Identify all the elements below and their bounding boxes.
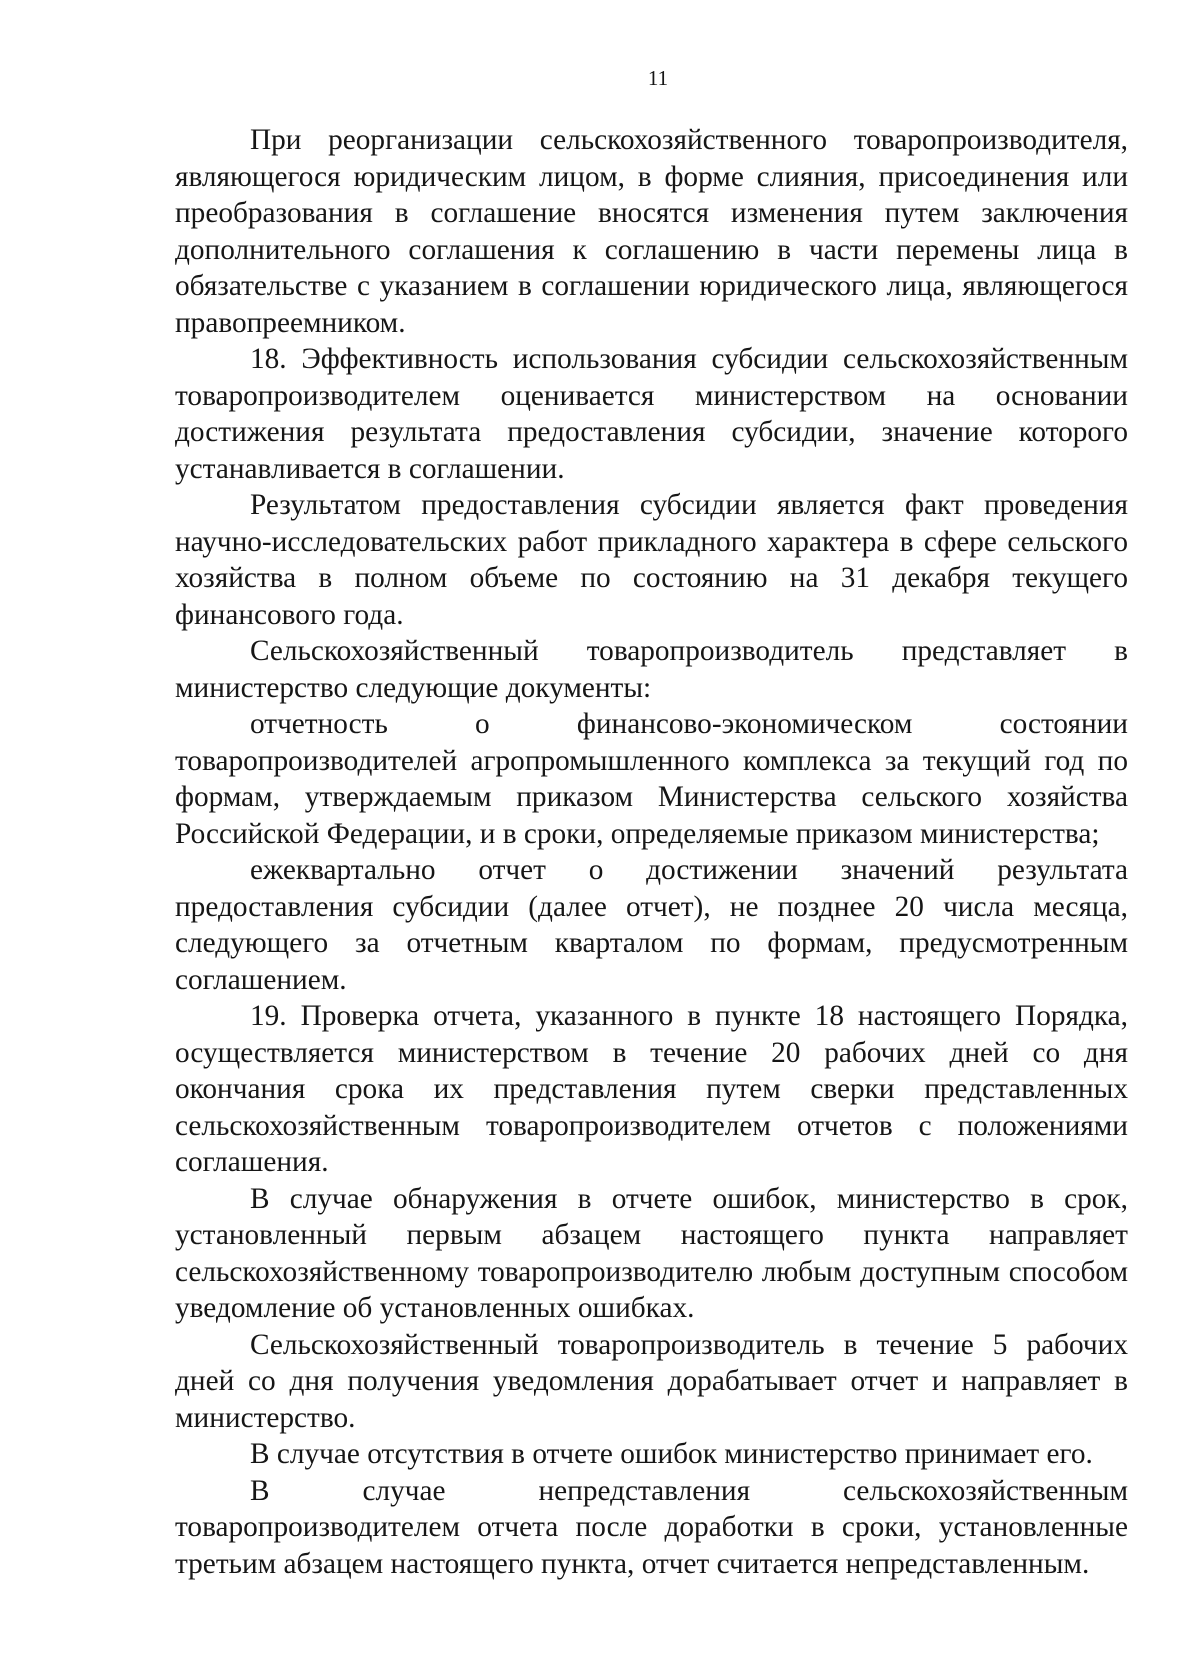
paragraph-reorganization: При реорганизации сельскохозяйственного товаропроизводителя, являющегося юридическим лицом, в форме слияния, присоединения или преобразования в соглашение вносятся изменения путем заключения дополнительного соглашения к соглашению в части перемены лица в обязательстве с указанием в соглашении юридического лица, являющегося правопреемником.: [175, 124, 1128, 339]
paragraph-subsidy-result: Результатом предоставления субсидии является факт проведения научно-исследовательских работ прикладного характера в сфере сельского хозяйства в полном объеме по состоянию на 31 декабря текущего финансового года.: [175, 489, 1128, 631]
paragraph-item-19: 19. Проверка отчета, указанного в пункте 18 настоящего Порядка, осуществляется министерством в течение 20 рабочих дней со дня окончания срока их представления путем сверки представленных сельскохозяйственным товаропроизводителем отчетов с положениями соглашения.: [175, 1000, 1128, 1178]
paragraph-documents-intro: Сельскохозяйственный товаропроизводитель представляет в министерство следующие документы:: [175, 635, 1128, 704]
page-body: [175, 122, 1128, 1582]
paragraph-errors-found: В случае обнаружения в отчете ошибок, министерство в срок, установленный первым абзацем настоящего пункта направляет сельскохозяйственному товаропроизводителю любым доступным способом уведомление об установленных ошибках.: [175, 1182, 1128, 1324]
paragraph-item-18: 18. Эффективность использования субсидии сельскохозяйственным товаропроизводителем оценивается министерством на основании достижения результата предоставления субсидии, значение которого устанавливается в соглашении.: [175, 343, 1128, 485]
paragraph-quarterly-report: ежеквартально отчет о достижении значений результата предоставления субсидии (далее отчет), не позднее 20 числа месяца, следующего за отчетным кварталом по формам, предусмотренным соглашением.: [175, 854, 1128, 996]
paragraph-financial-reporting: отчетность о финансово-экономическом состоянии товаропроизводителей агропромышленного комплекса за текущий год по формам, утверждаемым приказом Министерства сельского хозяйства Российской Федерации, и в сроки, определяемые приказом министерства;: [175, 708, 1128, 850]
paragraph-accepted: В случае отсутствия в отчете ошибок министерство принимает его.: [250, 1438, 1093, 1470]
paragraph-rework: Сельскохозяйственный товаропроизводитель в течение 5 рабочих дней со дня получения уведомления дорабатывает отчет и направляет в министерство.: [175, 1328, 1128, 1434]
page-number: 11: [647, 66, 669, 90]
paragraph-not-submitted: В случае непредставления сельскохозяйственным товаропроизводителем отчета после доработки в сроки, установленные третьим абзацем настоящего пункта, отчет считается непредставленным.: [175, 1474, 1128, 1580]
